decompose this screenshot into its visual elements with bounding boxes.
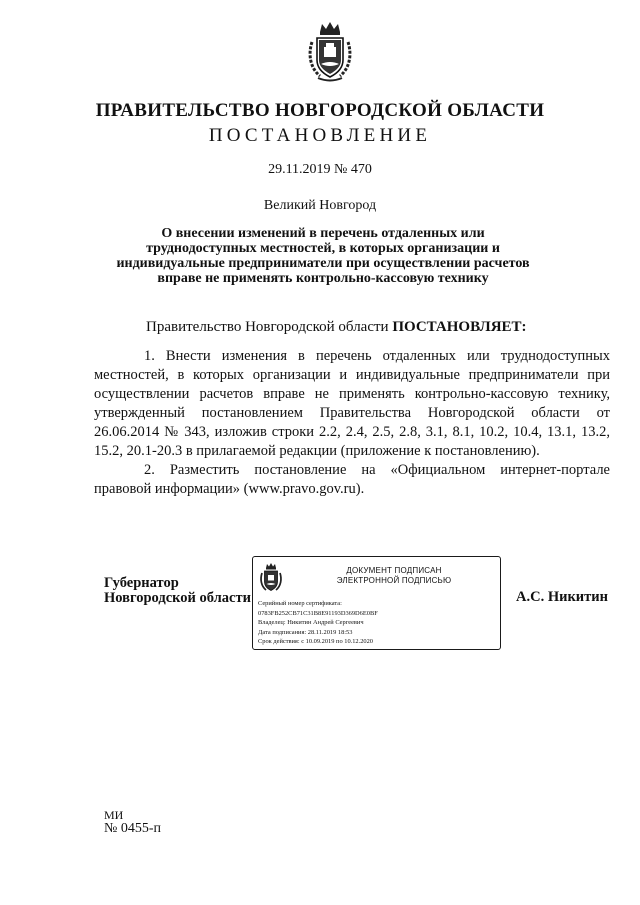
- stamp-heading: [289, 566, 499, 586]
- document-subject: О внесении изменений в перечень отдаленных или труднодоступных местностей, в которых организации и индивидуальные предприниматели при осуществлении расчетов вправе не применять контрольно-кассовую технику: [116, 226, 530, 286]
- stamp-heading-line-2: ЭЛЕКТРОННОЙ ПОДПИСЬЮ: [336, 576, 452, 585]
- certificate-serial: 0783FB252CB71C31B8E91193D369D6E0BF: [258, 609, 378, 617]
- stamp-details: [258, 599, 378, 647]
- document-type: ПОСТАНОВЛЕНИЕ: [208, 125, 432, 146]
- signatory-role-line-1: Губернатор: [104, 575, 179, 591]
- document-body: [94, 347, 610, 499]
- preamble-decree: ПОСТАНОВЛЯЕТ:: [392, 319, 527, 335]
- stamp-coat-of-arms-icon: [258, 562, 284, 594]
- government-title: ПРАВИТЕЛЬСТВО НОВГОРОДСКОЙ ОБЛАСТИ: [95, 100, 545, 121]
- paragraph-1: 1. Внести изменения в перечень отдаленных или труднодоступных местностей, в которых организации и индивидуальные предприниматели при осуществлении расчетов вправе не применять контрольно-кассовую технику, утвержденный постановлением Правительства Новгородской области от 26.06.2014 № 343, изложив строки 2.2, 2.4, 2.5, 2.8, 3.1, 8.1, 10.2, 10.4, 13.1, 13.2, 15.2, 20.1-20.3 в прилагаемой редакции (приложение к постановлению).: [94, 348, 610, 459]
- certificate-owner: Владелец: Никитин Андрей Сергеевич: [258, 619, 364, 626]
- signing-date: Дата подписания: 28.11.2019 18:53: [258, 628, 353, 636]
- certificate-validity: Срок действия: с 10.09.2019 по 10.12.2020: [258, 638, 374, 645]
- date-and-number: 29.11.2019 № 470: [268, 162, 372, 177]
- paragraph-2: 2. Разместить постановление на «Официальном интернет-портале правовой информации» (www.pravo.gov.ru).: [94, 462, 610, 497]
- executor-initials: МИ: [104, 808, 124, 822]
- electronic-signature-stamp: [252, 556, 501, 650]
- place-of-issue: Великий Новгород: [263, 198, 377, 213]
- signatory-name: А.С. Никитин: [516, 589, 608, 605]
- preamble: [146, 319, 527, 336]
- signatory-role: [104, 576, 251, 606]
- stamp-heading-line-1: ДОКУМЕНТ ПОДПИСАН: [346, 566, 442, 575]
- signatory-role-line-2: Новгородской области: [104, 590, 251, 606]
- preamble-text: Правительство Новгородской области: [146, 319, 393, 335]
- certificate-label: Серийный номер сертификата:: [258, 600, 342, 607]
- coat-of-arms-emblem: [304, 20, 356, 84]
- registration-number: № 0455-п: [104, 821, 162, 836]
